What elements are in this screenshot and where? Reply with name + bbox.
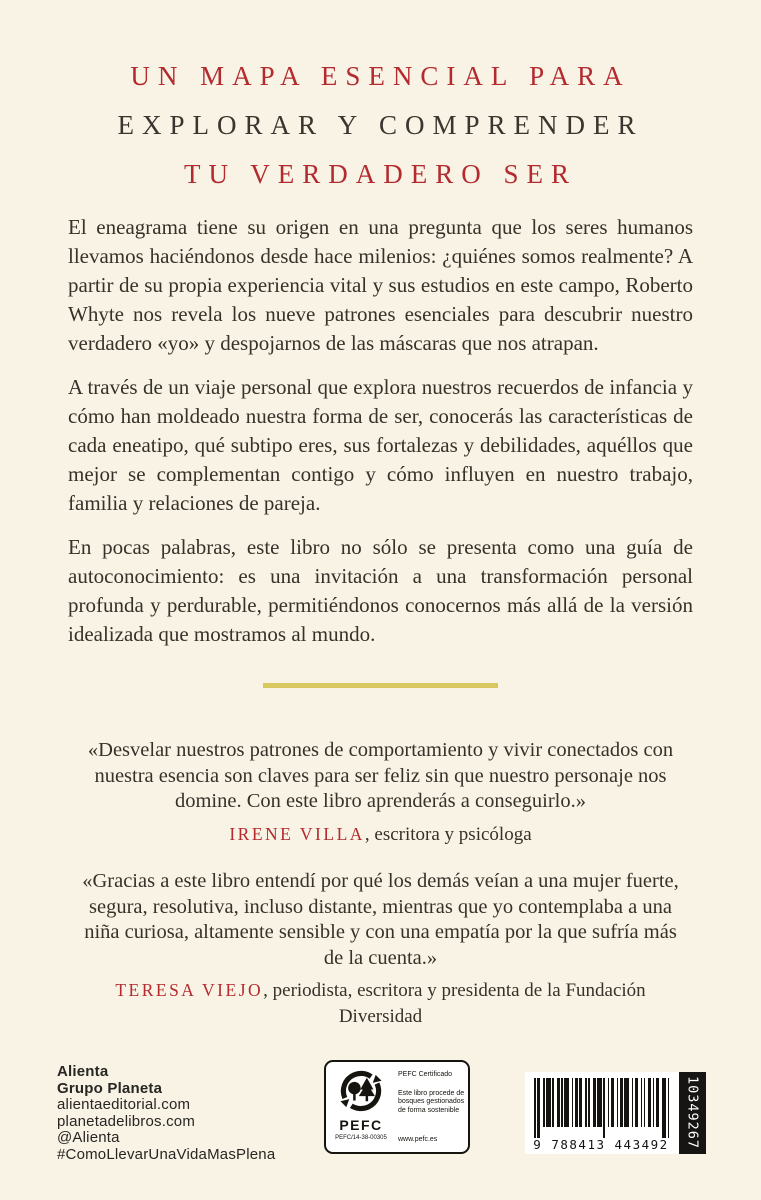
pefc-certification-box xyxy=(324,1060,470,1154)
endorsement-1-text: «Desvelar nuestros patrones de comportamiento y vivir conectados con nuestra esencia son claves para ser feliz sin que nuestro personaje nos domine. Con este libro aprenderás a conseguirlo.» xyxy=(87,739,674,812)
tagline xyxy=(0,0,761,199)
endorsement-2 xyxy=(75,869,687,1029)
pefc-url: www.pefc.es xyxy=(398,1136,438,1143)
tagline-line-2: EXPLORAR Y COMPRENDER xyxy=(117,110,644,140)
pefc-trees-icon xyxy=(339,1069,383,1113)
pefc-text-column xyxy=(398,1071,466,1115)
publisher-website-2: planetadelibros.com xyxy=(57,1112,196,1130)
publisher-hashtag: #ComoLlevarUnaVidaMasPlena xyxy=(57,1145,276,1163)
barcode xyxy=(525,1072,706,1154)
pefc-logo-text: PEFC xyxy=(339,1117,383,1133)
publisher-imprint: Alienta xyxy=(57,1063,109,1080)
publisher-block xyxy=(57,1064,275,1163)
endorsement-1-attribution xyxy=(75,822,687,848)
tagline-line-1: UN MAPA ESENCIAL PARA xyxy=(130,61,631,91)
synopsis-paragraph-3: En pocas palabras, este libro no sólo se presenta como una guía de autoconocimiento: es una invitación a una transformación personal profunda y perdurable, permitiéndonos conocernos más allá de la versión idealizada que mostramos al mundo. xyxy=(68,535,693,646)
endorsement-1-author: IRENE VILLA xyxy=(229,823,365,844)
isbn-number: 9 788413 443492 xyxy=(533,1137,669,1152)
synopsis-paragraph-1: El eneagrama tiene su origen en una pregunta que los seres humanos llevamos haciéndonos desde hace milenios: ¿quiénes somos realmente? A partir de su propia experiencia vital y sus estudios en este campo, Roberto Whyte nos revela los nueve patrones esenciales para descubrir nuestro verdadero «yo» y despojarnos de las máscaras que nos atrapan. xyxy=(68,215,693,355)
endorsements xyxy=(0,738,761,1029)
synopsis-paragraph-2: A través de un viaje personal que explora nuestros recuerdos de infancia y cómo han moldeado nuestra forma de ser, conocerás las características de cada eneatipo, qué subtipo eres, sus fortalezas y debilidades, aquéllos que mejor se complementan contigo y cómo influyen en nuestro trabajo, familia y relaciones de pareja. xyxy=(68,375,693,515)
endorsement-2-author: TERESA VIEJO xyxy=(115,980,264,1000)
barcode-side-strip xyxy=(679,1072,706,1154)
endorsement-2-role: , periodista, escritora y presidenta de la Fundación Diversidad xyxy=(263,980,646,1027)
publisher-website-1: alientaeditorial.com xyxy=(57,1096,191,1113)
barcode-side-number: 10349267 xyxy=(684,1076,701,1150)
pefc-claim-text: Este libro procede de bosques gestionados de forma sostenible xyxy=(398,1089,465,1114)
pefc-logo-column xyxy=(331,1069,391,1141)
publisher-social-handle: @Alienta xyxy=(57,1129,120,1146)
tagline-line-3: TU VERDADERO SER xyxy=(183,159,578,189)
endorsement-1-role: , escritora y psicóloga xyxy=(364,823,532,845)
synopsis xyxy=(68,213,693,649)
endorsement-1 xyxy=(75,738,687,847)
divider-rule xyxy=(263,683,498,688)
endorsement-2-attribution xyxy=(75,978,687,1029)
pefc-certified-label: PEFC Certificado xyxy=(398,1071,453,1078)
endorsement-2-text: «Gracias a este libro entendí por qué los demás veían a una mujer fuerte, segura, resolutiva, incluso distante, mientras que yo contemplaba a una niña curiosa, altamente sensible y con una empatía por la que sufría más de la cuenta.» xyxy=(82,870,679,969)
publisher-group: Grupo Planeta xyxy=(57,1079,163,1097)
pefc-license-number: PEFC/14-38-00305 xyxy=(335,1135,387,1141)
barcode-bars xyxy=(534,1078,671,1138)
